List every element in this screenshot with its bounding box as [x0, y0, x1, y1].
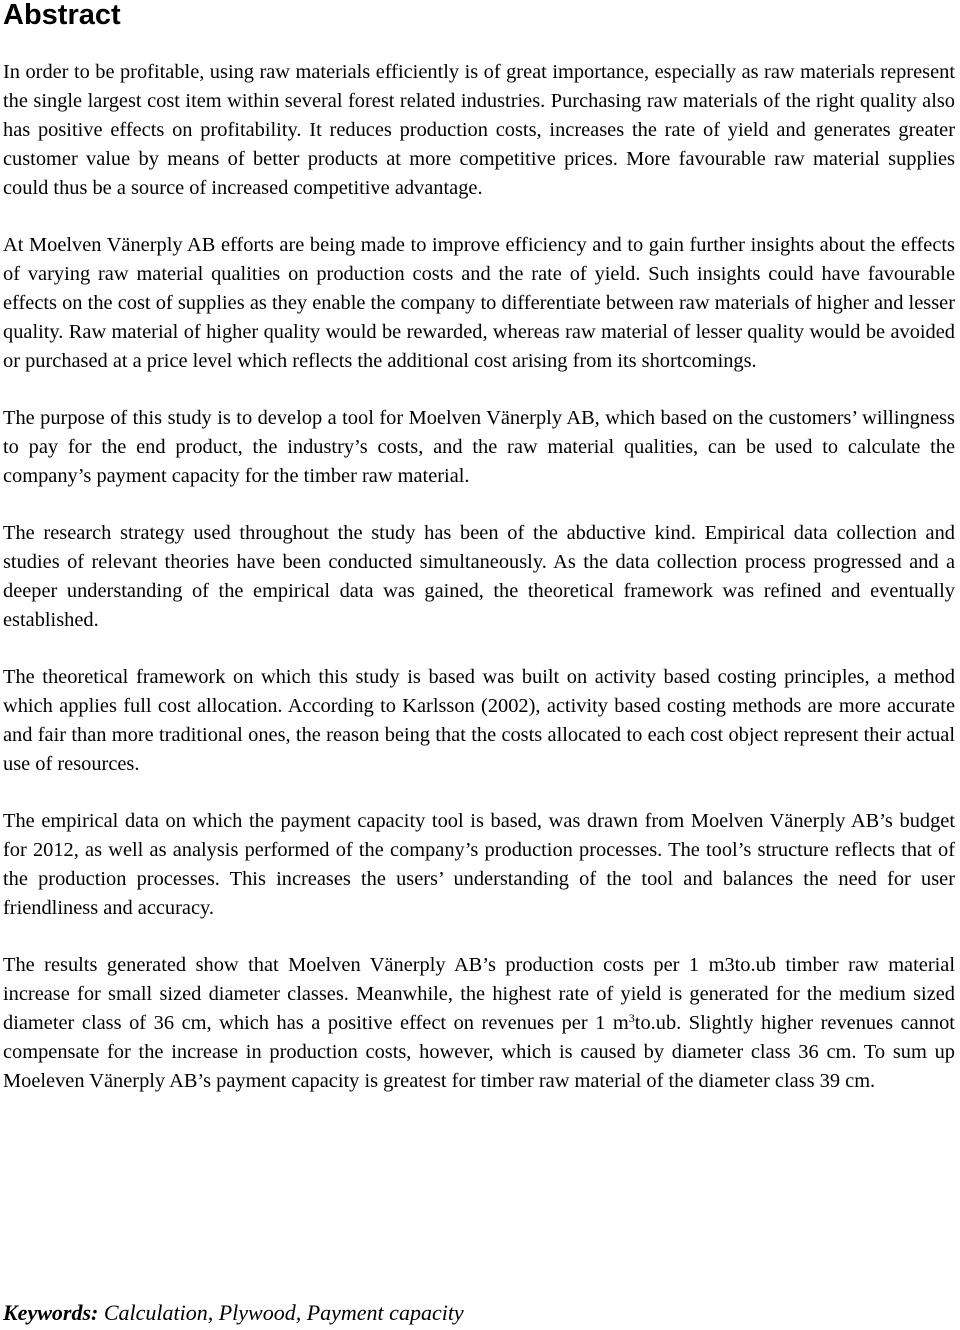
cubic-superscript: 3 — [628, 1011, 635, 1025]
keywords-label: Keywords: — [3, 1300, 99, 1325]
abstract-paragraph: At Moelven Vänerply AB efforts are being made to improve efficiency and to gain further insights about the effects of varying raw material qualities on production costs and the rate of yield. Such insights could have favourable effects on the cost of supplies as they enable the company to differentiate between raw materials of higher and lesser quality. Raw material of higher quality would be rewarded, whereas raw material of lesser quality would be avoided or purchased at a price level which reflects the additional cost arising from its shortcomings. — [3, 234, 955, 372]
abstract-paragraph: The purpose of this study is to develop a tool for Moelven Vänerply AB, which based on the customers’ willingness to pay for the end product, the industry’s costs, and the raw material qualities, can be used to calculate the company’s payment capacity for the timber raw material. — [3, 407, 955, 487]
keywords-values: Calculation, Plywood, Payment capacity — [98, 1300, 464, 1325]
abstract-paragraph: In order to be profitable, using raw materials efficiently is of great importance, especially as raw materials represent the single largest cost item within several forest related industries. Purchasing raw materials of the right quality also has positive effects on profitability. It reduces production costs, increases the rate of yield and generates greater customer value by means of better products at more competitive prices. More favourable raw material supplies could thus be a source of increased competitive advantage. — [3, 61, 955, 199]
results-text-part1: The results generated show that Moelven Vänerply AB’s production costs per 1 m3to.ub timber raw material increase for small sized diameter classes. Meanwhile, the highest rate of yield is generated for the medium sized diameter class of 36 cm, which has a positive effect on revenues per 1 m — [3, 954, 955, 1034]
results-text-part2: to.ub. Slightly higher revenues cannot compensate for the increase in production costs, however, which is caused by diameter class 36 cm. To sum up Moeleven Vänerply AB’s payment capacity is greatest for timber raw material of the diameter class 39 cm. — [3, 1012, 955, 1092]
keywords-line — [3, 1298, 464, 1328]
abstract-body — [3, 58, 955, 1096]
abstract-paragraph-results — [3, 951, 955, 1096]
abstract-paragraph: The theoretical framework on which this study is based was built on activity based costing principles, a method which applies full cost allocation. According to Karlsson (2002), activity based costing methods are more accurate and fair than more traditional ones, the reason being that the costs allocated to each cost object represent their actual use of resources. — [3, 666, 955, 775]
abstract-paragraph: The empirical data on which the payment capacity tool is based, was drawn from Moelven Vänerply AB’s budget for 2012, as well as analysis performed of the company’s production processes. The tool’s structure reflects that of the production processes. This increases the users’ understanding of the tool and balances the need for user friendliness and accuracy. — [3, 810, 955, 919]
abstract-page — [3, 0, 955, 1096]
abstract-paragraph: The research strategy used throughout the study has been of the abductive kind. Empirical data collection and studies of relevant theories have been conducted simultaneously. As the data collection process progressed and a deeper understanding of the empirical data was gained, the theoretical framework was refined and eventually established. — [3, 522, 955, 631]
abstract-heading: Abstract — [3, 0, 121, 31]
